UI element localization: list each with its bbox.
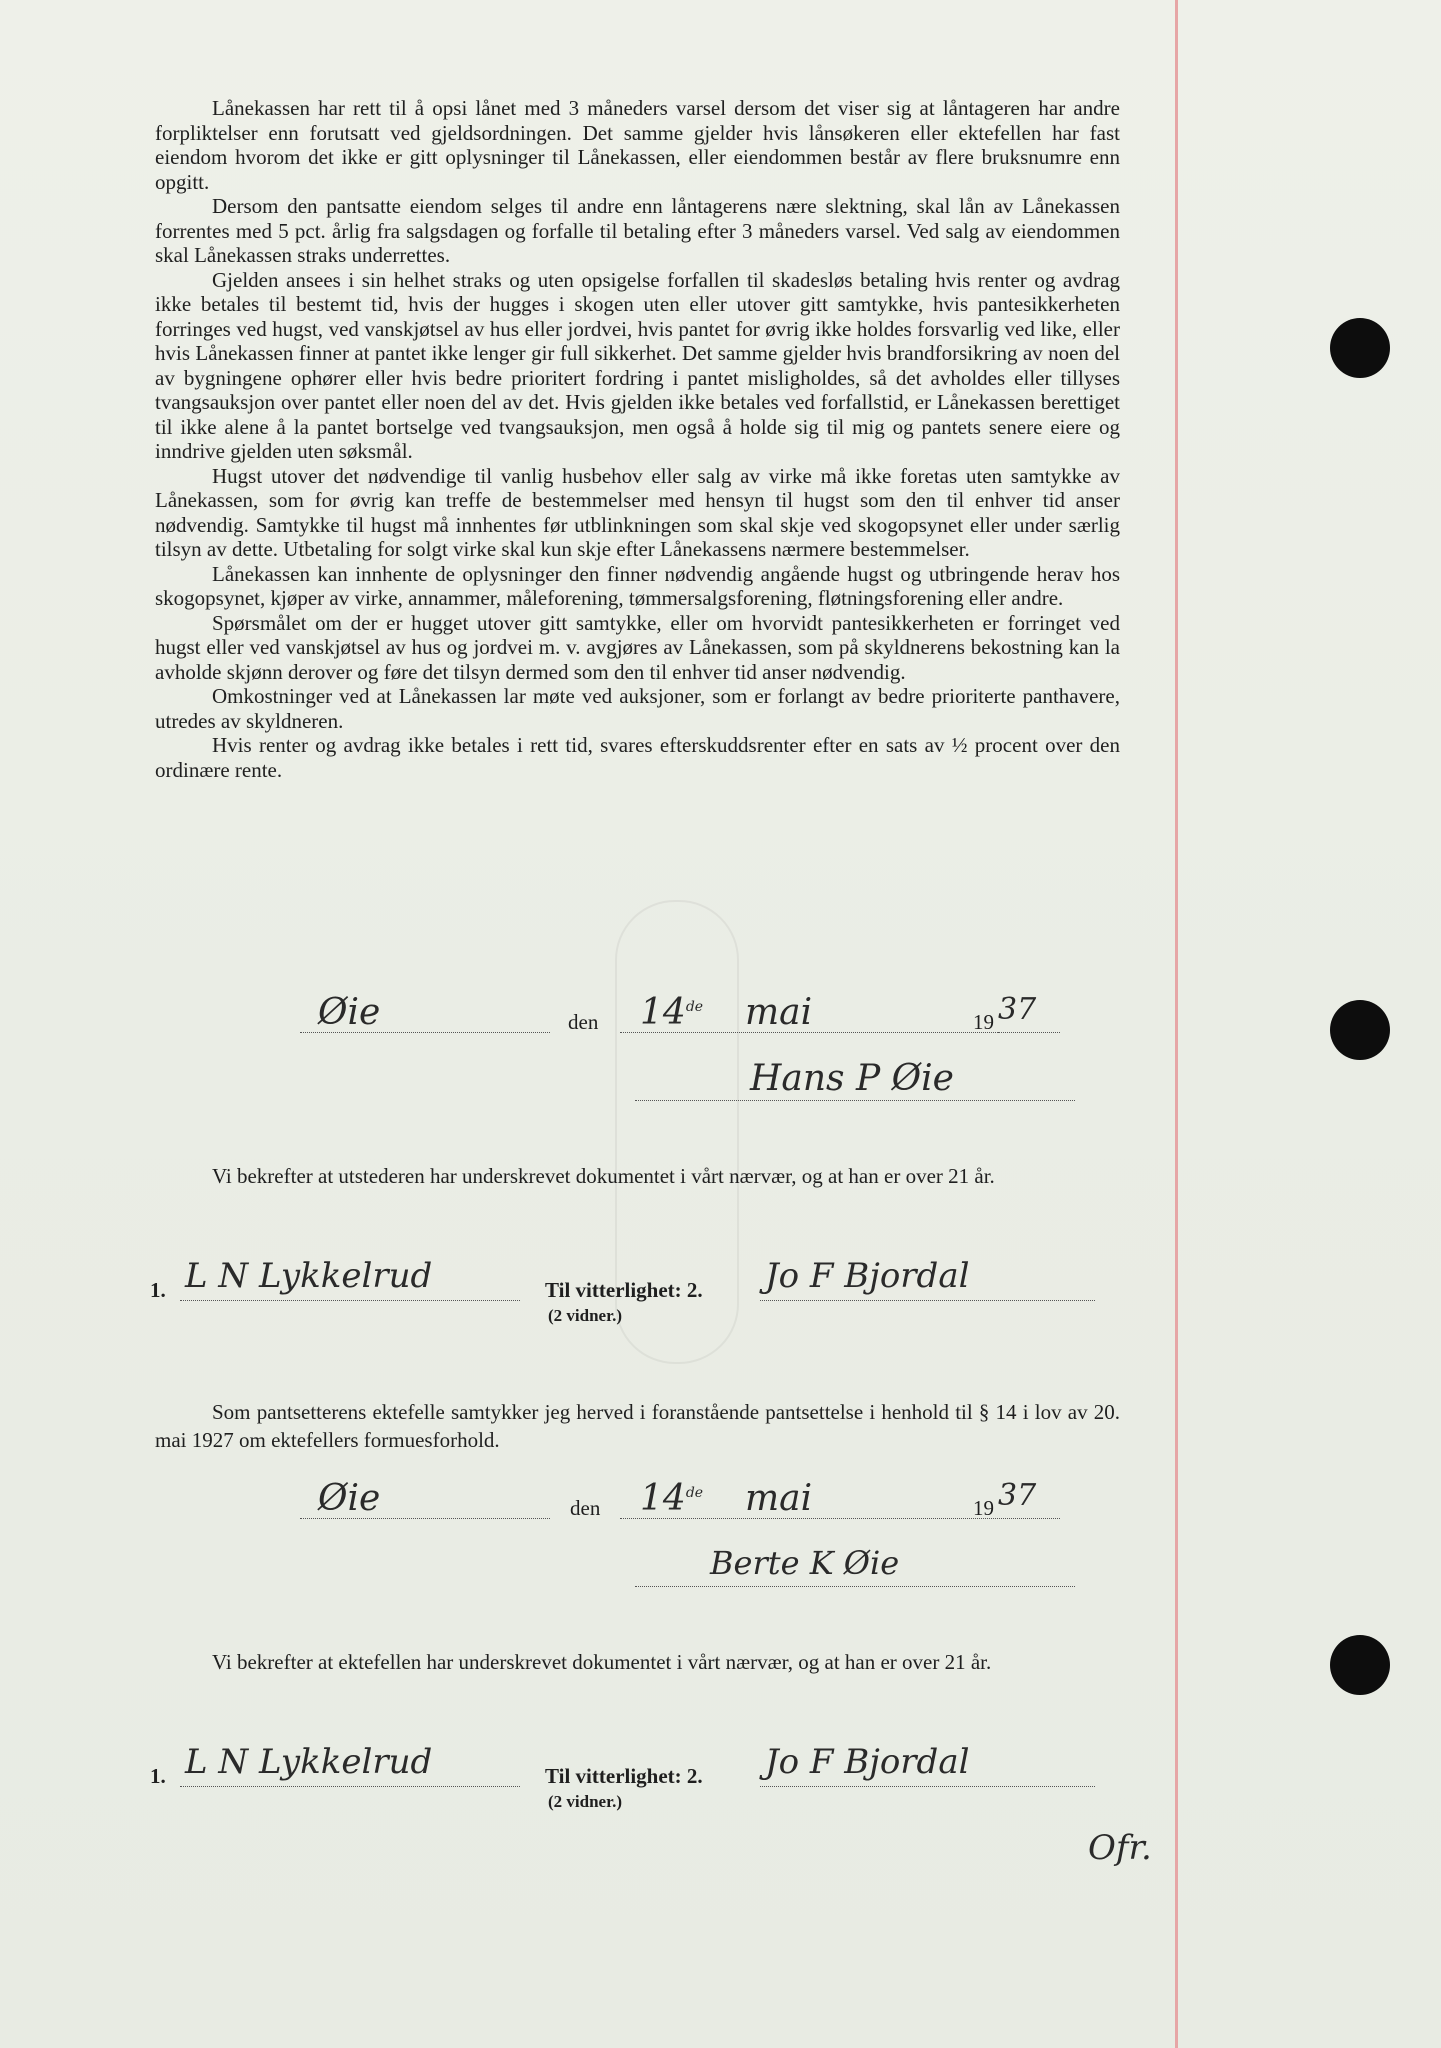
year-suffix: 37: [998, 992, 1037, 1027]
signature-line: [635, 1100, 1075, 1101]
signature-1: Hans P Øie: [750, 1058, 954, 1099]
paragraph: Gjelden ansees i sin helhet straks og uten opsigelse forfallen til skadesløs betaling hvis renter og avdrag ikke betales til bestemt tid, hvis der hugges i skogen uten eller utover gitt samtykke, hvis pantesikkerheten forringes ved hugst, ved vanskjøtsel av hus eller jordvei, hvis pantet for øvrig ikke holdes forsvarlig ved like, eller hvis Lånekassen finner at pantet ikke lenger gir full sikkerhet. Det samme gjelder hvis brandforsikring av noen del av bygningene ophører eller hvis bedre prioritert fordring i pantet misligholdes, så det avholdes eller tillyses tvangsauksjon over pantet eller noen del av det. Hvis gjelden ikke betales ved forfallstid, er Lånekassen berettiget til ikke alene å la pantet bortselge ved tvangsauksjon, men også å holde sig til mig og pantets senere eiere og inndrive gjelden uten søksmål.: [155, 267, 1120, 463]
witness-label: Til vitterlighet: 2.: [545, 1278, 703, 1302]
confirm-text-2: Vi bekrefter at ektefellen har underskrevet dokumentet i vårt nærvær, og at han er over 21 år.: [212, 1650, 992, 1674]
year-suffix: 37: [998, 1478, 1037, 1513]
paragraph: Spørsmålet om der er hugget utover gitt samtykke, eller om hvorvidt pantesikkerheten er forringet ved hugst eller ved vanskjøtsel av hus og jordvei m. v. avgjøres av Lånekassen, som på skyldnerens bekostning kan la avholde skjønn derover og føre det tilsyn dermed som den til enhver tid anser nødvendig.: [155, 610, 1120, 684]
paragraph: Lånekassen har rett til å opsi lånet med 3 måneders varsel dersom det viser sig at låntageren har andre forpliktelser enn forutsatt ved gjeldsordningen. Det samme gjelder hvis lånsøkeren eller ektefellen har fast eiendom hvorom det ikke er gitt oplysninger til Lånekassen, eller eiendommen består av flere bruksnumre enn opgitt.: [155, 96, 1120, 194]
date-place: Øie: [318, 1478, 381, 1519]
witness-signature-2: Jo F Bjordal: [765, 1742, 970, 1782]
terms-text: [155, 96, 1120, 782]
den-label: den: [568, 1010, 599, 1034]
punch-hole: [1330, 318, 1390, 378]
date-month: mai: [745, 992, 813, 1033]
signature-2: Berte K Øie: [710, 1544, 900, 1582]
date-place: Øie: [318, 992, 381, 1033]
date-day: 14de: [640, 992, 704, 1033]
punch-hole: [1330, 1000, 1390, 1060]
witness-number: 1.: [150, 1764, 166, 1788]
witness-number: 1.: [150, 1278, 166, 1302]
paragraph: Lånekassen kan innhente de oplysninger den finner nødvendig angående hugst og utbringende herav hos skogopsynet, kjøper av virke, annammer, måleforening, tømmersalgsforening, fløtningsforening eller andre.: [155, 561, 1120, 610]
witness-signature-1: L N Lykkelrud: [185, 1742, 433, 1782]
paragraph: Omkostninger ved at Lånekassen lar møte ved auksjoner, som er forlangt av bedre prioriterte panthavere, utredes av skyldneren.: [155, 684, 1120, 733]
consent-text: Som pantsetterens ektefelle samtykker jeg herved i foranstående pantsettelse i henhold til § 14 i lov av 20. mai 1927 om ektefellers formuesforhold.: [155, 1400, 1120, 1452]
year-prefix: 19: [973, 1010, 994, 1034]
date-day: 14de: [640, 1478, 704, 1519]
paragraph: Hugst utover det nødvendige til vanlig husbehov eller salg av virke må ikke foretas uten samtykke av Lånekassen, som for øvrig kan treffe de bestemmelser med hensyn til hugst som den til enhver tid anser nødvendig. Samtykke til hugst må innhentes før utblinkningen som skal skje ved skogopsynet eller under særlig tilsyn av dette. Utbetaling for solgt virke skal kun skje efter Lånekassens nærmere bestemmelser.: [155, 463, 1120, 561]
punch-hole: [1330, 1635, 1390, 1695]
clerk-initials: Ofr.: [1088, 1828, 1152, 1868]
witness-signature-1: L N Lykkelrud: [185, 1256, 433, 1296]
witness-sub: (2 vidner.): [548, 1792, 622, 1811]
paragraph: Hvis renter og avdrag ikke betales i rett tid, svares efterskuddsrenter efter en sats av ½ procent over den ordinære rente.: [155, 733, 1120, 782]
den-label: den: [570, 1496, 601, 1520]
signature-line: [635, 1586, 1075, 1587]
year-prefix: 19: [973, 1496, 994, 1520]
witness-signature-2: Jo F Bjordal: [765, 1256, 970, 1296]
witness-label: Til vitterlighet: 2.: [545, 1764, 703, 1788]
date-month: mai: [745, 1478, 813, 1519]
confirm-text-1: Vi bekrefter at utstederen har underskrevet dokumentet i vårt nærvær, og at han er over 21 år.: [212, 1164, 995, 1188]
margin-line: [1175, 0, 1178, 2048]
paragraph: Dersom den pantsatte eiendom selges til andre enn låntagerens nære slektning, skal lån av Lånekassen forrentes med 5 pct. årlig fra salgsdagen og forfalle til betaling efter 3 måneders varsel. Ved salg av eiendommen skal Lånekassen straks underrettes.: [155, 194, 1120, 267]
witness-sub: (2 vidner.): [548, 1306, 622, 1325]
